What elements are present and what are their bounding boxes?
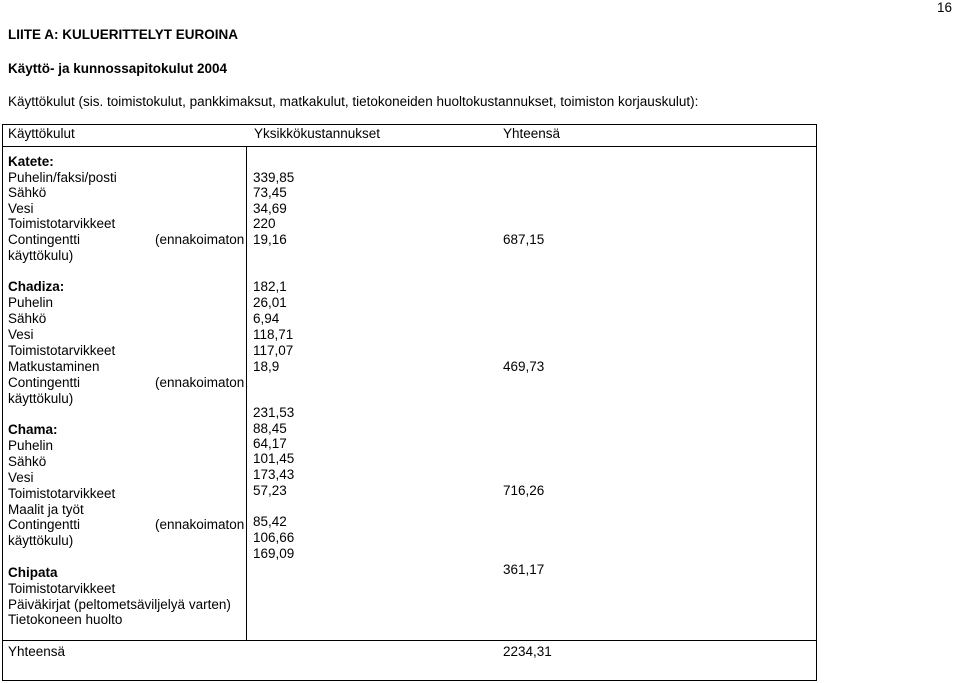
list-item: käyttökulu)	[8, 533, 74, 548]
list-item: Toimistotarvikkeet	[8, 216, 116, 232]
unit-cost: 26,01	[253, 295, 287, 310]
list-item: Puhelin	[8, 438, 54, 453]
unit-cost: 6,94	[253, 311, 280, 326]
unit-cost: 34,69	[253, 200, 287, 216]
list-item: Sähkö	[8, 185, 47, 201]
section-total: 716,26	[503, 483, 545, 498]
list-item: käyttökulu)	[8, 247, 74, 263]
list-item: Vesi	[8, 200, 34, 216]
list-item: Vesi	[8, 327, 34, 342]
unit-cost: 57,23	[253, 483, 287, 498]
contingency-note: (ennakoimaton	[155, 517, 245, 532]
table-bottom-border	[2, 680, 817, 681]
contingency-note: (ennakoimaton	[155, 375, 245, 390]
unit-cost: 117,07	[253, 343, 294, 358]
unit-cost: 220	[253, 216, 276, 232]
unit-cost: 106,66	[253, 530, 295, 545]
unit-cost: 88,45	[253, 421, 287, 436]
list-item: Toimistotarvikkeet	[8, 581, 116, 596]
section-total: 469,73	[503, 359, 545, 374]
section-total: 361,17	[503, 562, 545, 577]
table-right-border	[816, 124, 817, 681]
list-item: Päiväkirjat (peltometsäviljelyä varten)	[8, 597, 231, 612]
list-item: Contingentti	[8, 517, 81, 532]
unit-cost: 18,9	[253, 359, 280, 374]
grand-total: 2234,31	[503, 644, 552, 659]
contingency-note: (ennakoimaton	[155, 232, 245, 247]
column-divider	[246, 146, 247, 641]
header-kayttokulut: Käyttökulut	[8, 126, 75, 141]
section-title: Chadiza:	[8, 279, 65, 294]
list-item: Matkustaminen	[8, 359, 100, 374]
intro-text: Käyttökulut (sis. toimistokulut, pankkimaksut, matkakulut, tietokoneiden huoltokustannukset, toimiston korjauskulut):	[8, 94, 699, 109]
section-subheading: Käyttö- ja kunnossapitokulut 2004	[8, 61, 228, 76]
table-top-border	[2, 124, 817, 125]
unit-cost: 118,71	[253, 327, 294, 342]
list-item: Toimistotarvikkeet	[8, 486, 116, 501]
section-total: 687,15	[503, 232, 545, 247]
section-title: Chipata	[8, 565, 58, 580]
unit-cost: 173,43	[253, 467, 295, 482]
unit-cost: 231,53	[253, 405, 295, 420]
unit-cost: 19,16	[253, 232, 287, 247]
list-item: Sähkö	[8, 311, 47, 326]
list-item: Puhelin/faksi/posti	[8, 169, 117, 185]
footer-top-border	[2, 640, 817, 641]
appendix-heading: LIITE A: KULUERITTELYT EUROINA	[8, 27, 239, 42]
unit-cost: 73,45	[253, 185, 287, 201]
unit-cost: 169,09	[253, 546, 295, 561]
table-left-border	[2, 124, 3, 681]
footer-label: Yhteensä	[8, 644, 66, 659]
list-item: Contingentti	[8, 232, 81, 247]
list-item: Maalit ja työt	[8, 502, 84, 517]
list-item: Contingentti	[8, 375, 81, 390]
header-bottom-border	[2, 146, 817, 147]
list-item: käyttökulu)	[8, 391, 74, 406]
section-title: Chama:	[8, 422, 58, 437]
unit-cost: 101,45	[253, 451, 295, 466]
list-item: Sähkö	[8, 454, 47, 469]
list-item: Vesi	[8, 470, 34, 485]
unit-cost: 339,85	[253, 169, 295, 185]
header-yhteensa: Yhteensä	[503, 126, 561, 141]
unit-cost: 85,42	[253, 514, 287, 529]
list-item: Tietokoneen huolto	[8, 612, 123, 627]
unit-cost: 182,1	[253, 279, 287, 294]
list-item: Puhelin	[8, 295, 54, 310]
header-yksikkokustannukset: Yksikkökustannukset	[254, 126, 381, 141]
unit-cost: 64,17	[253, 436, 287, 451]
section-title: Katete:	[8, 154, 54, 169]
list-item: Toimistotarvikkeet	[8, 343, 116, 358]
page-number: 16	[937, 0, 953, 15]
